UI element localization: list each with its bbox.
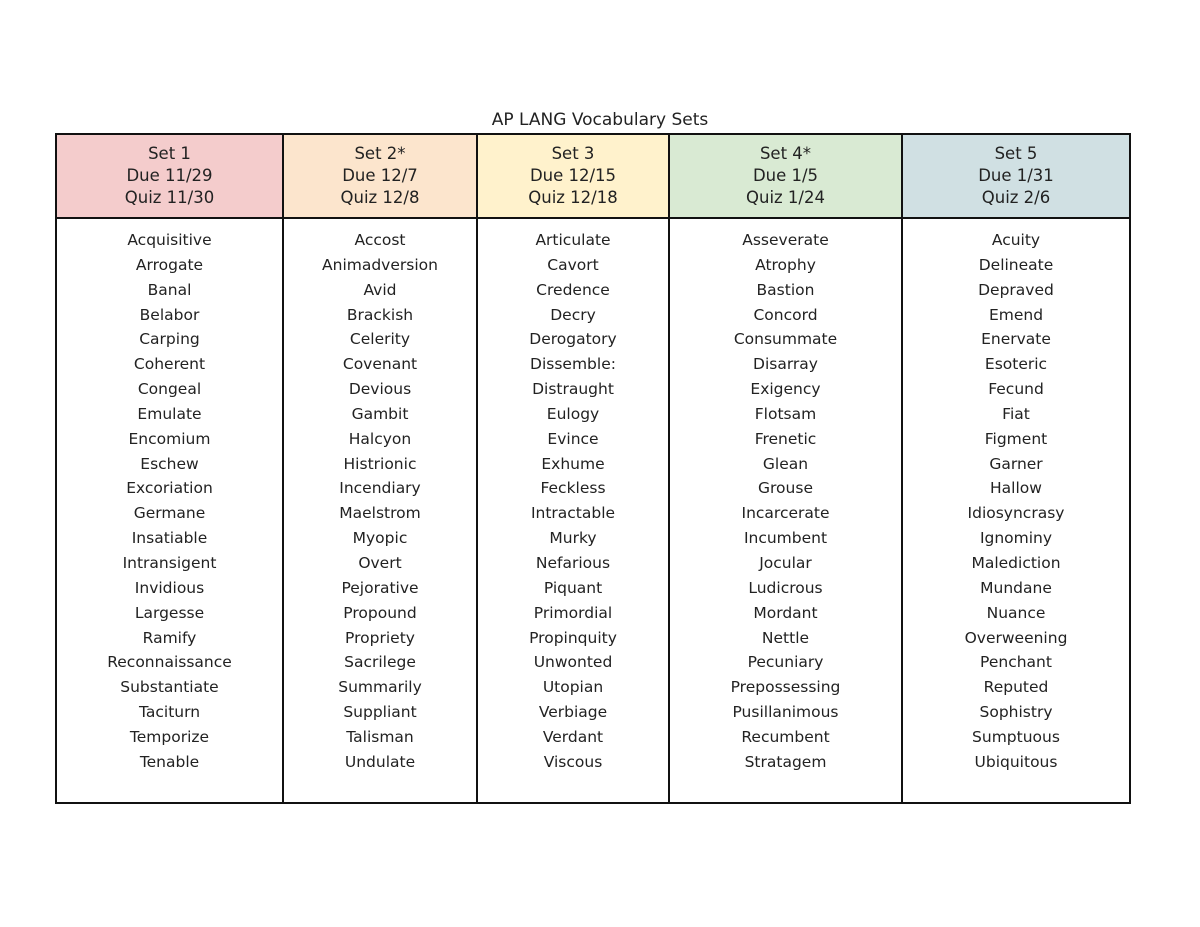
vocab-word: Reconnaissance xyxy=(107,653,232,672)
due-date: Due 12/7 xyxy=(342,166,418,185)
vocab-word: Undulate xyxy=(344,752,416,771)
vocab-word: Atrophy xyxy=(755,255,816,274)
vocab-word: Propound xyxy=(343,603,417,622)
word-list xyxy=(284,228,476,775)
vocab-word: Histrionic xyxy=(343,454,417,473)
vocab-word: Nuance xyxy=(986,603,1046,622)
vocab-word: Ignominy xyxy=(979,529,1053,548)
vocab-word: Emend xyxy=(988,305,1044,324)
vocab-word: Verbiage xyxy=(538,703,608,722)
vocab-word: Nefarious xyxy=(535,553,611,572)
vocab-word: Distraught xyxy=(532,380,614,399)
vocab-word: Temporize xyxy=(129,727,210,746)
vocab-word: Utopian xyxy=(542,678,604,697)
vocab-word: Banal xyxy=(147,280,192,299)
vocab-word: Acquisitive xyxy=(127,231,212,249)
vocab-word: Articulate xyxy=(535,231,611,249)
vocab-word: Glean xyxy=(762,454,809,473)
word-column xyxy=(283,218,477,803)
word-list xyxy=(478,228,668,775)
vocab-word: Incendiary xyxy=(339,479,421,498)
vocab-word: Concord xyxy=(753,305,818,324)
vocab-word: Taciturn xyxy=(138,703,201,722)
set-name: Set 1 xyxy=(148,144,191,163)
vocab-word: Asseverate xyxy=(742,231,829,249)
vocab-word: Excoriation xyxy=(126,479,213,498)
vocab-word: Germane xyxy=(133,504,206,523)
vocab-word: Delineate xyxy=(978,255,1054,274)
vocab-word: Incumbent xyxy=(743,529,828,548)
set-header xyxy=(902,134,1130,218)
vocab-word: Invidious xyxy=(134,578,205,597)
vocab-word: Accost xyxy=(354,231,406,249)
word-column xyxy=(56,218,283,803)
vocab-word: Pecuniary xyxy=(747,653,824,672)
vocab-word: Eschew xyxy=(140,454,199,473)
header-row xyxy=(56,134,1130,218)
vocab-word: Mordant xyxy=(753,603,818,622)
vocab-word: Evince xyxy=(547,429,599,448)
vocab-word: Esoteric xyxy=(984,355,1048,374)
vocab-word: Sophistry xyxy=(979,703,1053,722)
vocab-word: Incarcerate xyxy=(741,504,830,523)
quiz-date: Quiz 1/24 xyxy=(746,188,825,207)
due-date: Due 1/31 xyxy=(978,166,1054,185)
vocab-word: Feckless xyxy=(540,479,606,498)
vocab-word: Acuity xyxy=(991,231,1041,249)
vocab-word: Ubiquitous xyxy=(974,752,1058,771)
vocab-word: Piquant xyxy=(543,578,603,597)
vocab-word: Animadversion xyxy=(322,255,438,274)
set-header xyxy=(477,134,669,218)
vocab-word: Unwonted xyxy=(533,653,613,672)
vocab-word: Cavort xyxy=(547,255,599,274)
vocab-word: Maelstrom xyxy=(339,504,421,523)
set-header xyxy=(56,134,283,218)
vocab-word: Ramify xyxy=(142,628,197,647)
vocab-word: Covenant xyxy=(342,355,418,374)
vocab-word: Fecund xyxy=(988,380,1044,399)
vocab-word: Overt xyxy=(358,553,402,572)
vocab-word: Sacrilege xyxy=(344,653,416,672)
vocab-word: Dissemble: xyxy=(530,355,616,374)
vocab-word: Encomium xyxy=(128,429,211,448)
vocab-word: Primordial xyxy=(533,603,613,622)
due-date: Due 11/29 xyxy=(126,166,213,185)
vocab-word: Sumptuous xyxy=(972,727,1060,746)
vocab-word: Bastion xyxy=(756,280,815,299)
vocab-word: Congeal xyxy=(137,380,202,399)
word-column xyxy=(669,218,902,803)
vocab-word: Malediction xyxy=(971,553,1061,572)
vocab-word: Pejorative xyxy=(341,578,419,597)
vocab-word: Hallow xyxy=(990,479,1042,498)
vocab-word: Avid xyxy=(363,280,397,299)
vocab-word: Figment xyxy=(984,429,1048,448)
vocab-word: Disarray xyxy=(753,355,818,374)
vocab-word: Propriety xyxy=(345,628,415,647)
vocab-word: Halcyon xyxy=(348,429,412,448)
set-name: Set 3 xyxy=(551,144,595,163)
set-header xyxy=(283,134,477,218)
vocab-word: Mundane xyxy=(980,578,1052,597)
vocab-word: Propinquity xyxy=(529,628,617,647)
vocab-word: Ludicrous xyxy=(748,578,823,597)
quiz-date: Quiz 12/8 xyxy=(340,188,420,207)
vocab-word: Murky xyxy=(549,529,597,548)
word-list xyxy=(670,228,901,775)
vocab-word: Carping xyxy=(139,330,200,349)
vocab-word: Myopic xyxy=(352,529,408,548)
vocabulary-table xyxy=(55,133,1131,804)
vocab-word: Brackish xyxy=(346,305,414,324)
due-date: Due 12/15 xyxy=(529,166,617,185)
vocab-word: Jocular xyxy=(759,553,812,572)
vocab-word: Celerity xyxy=(349,330,411,349)
vocab-word: Grouse xyxy=(758,479,813,498)
vocab-word: Recumbent xyxy=(741,727,830,746)
vocab-word: Exigency xyxy=(750,380,821,399)
word-column xyxy=(902,218,1130,803)
vocab-word: Insatiable xyxy=(131,529,208,548)
vocab-word: Emulate xyxy=(137,404,202,423)
vocab-word: Reputed xyxy=(983,678,1049,697)
words-row xyxy=(56,218,1130,803)
quiz-date: Quiz 2/6 xyxy=(981,188,1051,207)
vocab-word: Tenable xyxy=(139,752,200,771)
vocab-word: Penchant xyxy=(980,653,1052,672)
vocab-word: Garner xyxy=(989,454,1043,473)
set-name: Set 5 xyxy=(994,144,1038,163)
vocab-word: Decry xyxy=(550,305,596,324)
set-name: Set 2* xyxy=(354,144,406,163)
vocab-word: Suppliant xyxy=(343,703,417,722)
vocab-word: Belabor xyxy=(139,305,200,324)
vocab-word: Enervate xyxy=(981,330,1051,349)
vocab-word: Summarily xyxy=(338,678,422,697)
vocab-word: Coherent xyxy=(133,355,206,374)
vocab-word: Flotsam xyxy=(754,404,817,423)
vocab-word: Viscous xyxy=(543,752,603,771)
vocab-word: Overweening xyxy=(964,628,1068,647)
vocab-word: Consummate xyxy=(733,330,838,349)
vocab-word: Largesse xyxy=(134,603,205,622)
vocab-word: Credence xyxy=(536,280,610,299)
vocab-word: Gambit xyxy=(351,404,409,423)
vocab-word: Verdant xyxy=(542,727,604,746)
vocab-word: Intransigent xyxy=(122,553,217,572)
vocab-word: Derogatory xyxy=(529,330,617,349)
vocab-word: Arrogate xyxy=(135,255,204,274)
vocab-word: Depraved xyxy=(978,280,1054,299)
page-title: AP LANG Vocabulary Sets xyxy=(491,110,709,130)
vocab-word: Idiosyncrasy xyxy=(967,504,1065,523)
vocab-word: Stratagem xyxy=(744,752,827,771)
vocab-word: Eulogy xyxy=(546,404,600,423)
vocab-word: Substantiate xyxy=(120,678,219,697)
vocab-word: Frenetic xyxy=(754,429,817,448)
vocab-word: Nettle xyxy=(761,628,810,647)
vocab-word: Exhume xyxy=(541,454,605,473)
quiz-date: Quiz 11/30 xyxy=(124,188,215,207)
due-date: Due 1/5 xyxy=(752,166,819,185)
vocab-word: Intractable xyxy=(530,504,616,523)
vocab-word: Devious xyxy=(348,380,412,399)
set-name: Set 4* xyxy=(759,144,812,163)
word-column xyxy=(477,218,669,803)
set-header xyxy=(669,134,902,218)
quiz-date: Quiz 12/18 xyxy=(528,188,618,207)
vocab-word: Fiat xyxy=(1002,404,1030,423)
word-list xyxy=(57,228,282,775)
vocab-word: Talisman xyxy=(346,727,414,746)
word-list xyxy=(903,228,1129,775)
vocab-word: Prepossessing xyxy=(730,678,841,697)
vocab-word: Pusillanimous xyxy=(732,703,839,722)
